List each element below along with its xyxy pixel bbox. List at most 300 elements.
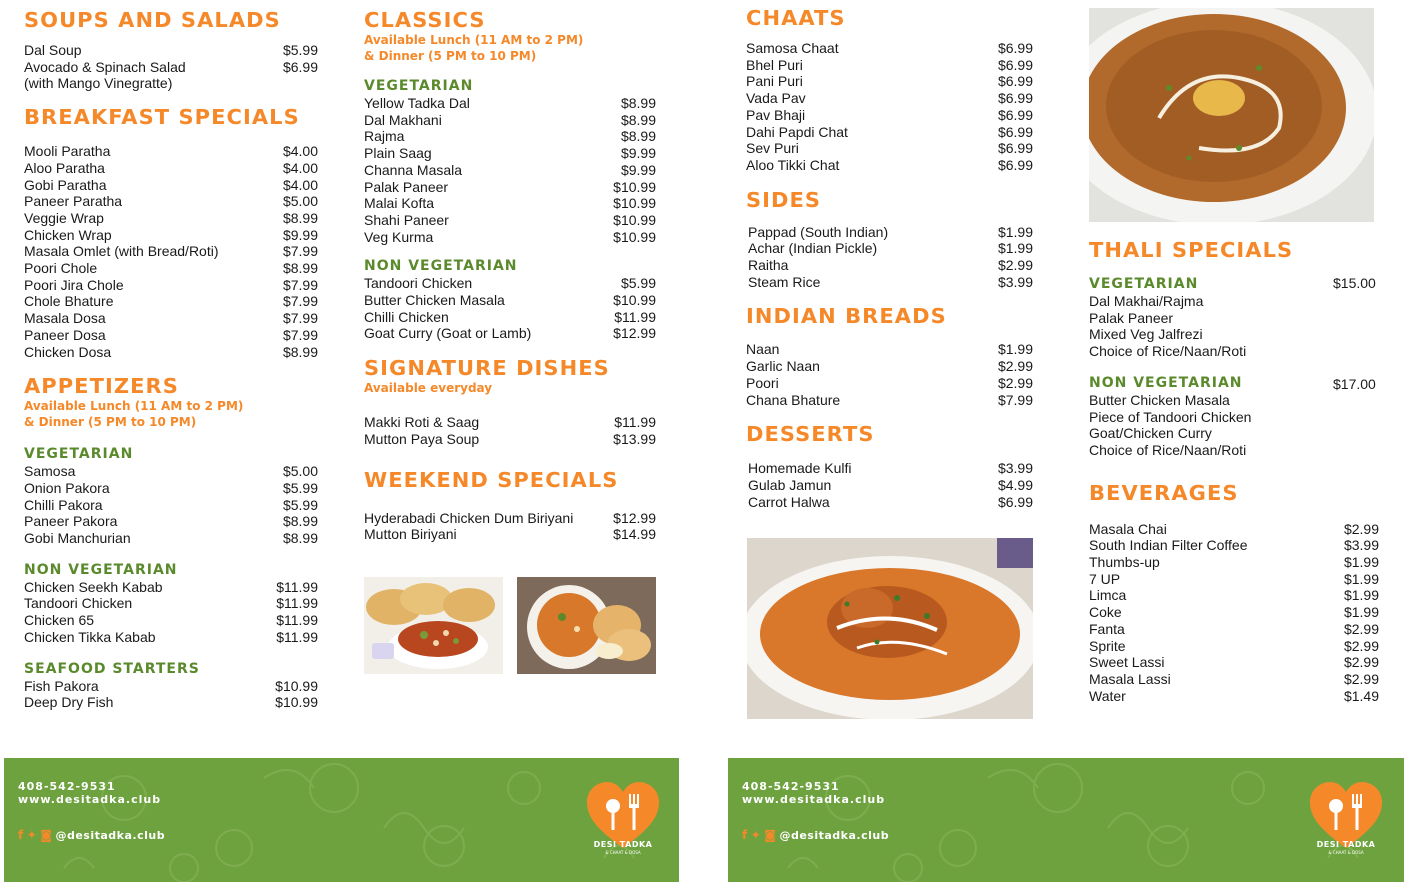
section-title-beverages: BEVERAGES [1089,480,1239,505]
phone-number[interactable]: 408-542-9531 [742,780,840,793]
instagram-icon[interactable]: ◙ [40,828,53,842]
footer-left [4,758,679,882]
menu-item-name: Homemade Kulfi [748,460,852,477]
twitter-icon[interactable]: ✦ [750,828,762,842]
menu-item-name: Carrot Halwa [748,493,830,510]
contact-info [742,780,885,806]
social-handle[interactable]: @desitadka.club [55,828,166,842]
menu-item [1089,671,1379,688]
menu-item-name: Dal Soup [24,42,82,58]
menu-item-name: Onion Pakora [24,479,110,496]
menu-item [1089,571,1379,588]
thali-veg-list [1089,293,1379,360]
menu-item-price: $1.99 [997,341,1033,358]
menu-item-name: Deep Dry Fish [24,694,114,711]
thali-item: Piece of Tandoori Chicken [1089,408,1252,425]
menu-item-price: $5.99 [282,479,318,496]
menu-item [1089,621,1379,638]
menu-item-name: Achar (Indian Pickle) [748,240,878,257]
menu-item [1089,537,1379,554]
menu-item-name: Samosa [24,463,76,480]
menu-item-price: $2.99 [1343,637,1379,654]
menu-item [748,494,1033,511]
menu-item-price: $5.99 [620,275,656,292]
menu-item-price: $4.99 [997,476,1033,493]
appetizers-availability-line-1: Available Lunch (11 AM to 2 PM) [24,399,244,414]
menu-item-price: $11.99 [276,578,318,595]
menu-item-price: $1.99 [997,223,1033,240]
dal-makhani-illustration [1089,8,1374,222]
menu-item-name: Thumbs-up [1089,554,1160,571]
thali-item: Dal Makhai/Rajma [1089,293,1204,309]
menu-item-name: Dahi Papdi Chat [746,123,848,140]
menu-item [24,463,318,480]
menu-item [24,75,318,92]
menu-item [748,257,1033,274]
menu-item-price: $5.00 [282,463,318,480]
classics-veg-list [364,95,656,245]
menu-item-price: $6.99 [997,73,1033,90]
weekend-list [364,510,656,543]
menu-item-name: Bhel Puri [746,56,803,73]
butter-chicken-photo [747,538,1033,719]
menu-item-price: $10.99 [613,292,656,309]
menu-item [24,160,318,177]
menu-item-name: Pappad (South Indian) [748,223,889,240]
menu-item-name: Chicken 65 [24,612,95,629]
section-title-sides: SIDES [746,187,822,212]
column-1 [24,8,318,711]
menu-item-price: $8.99 [282,513,318,530]
menu-item [748,460,1033,477]
menu-item-name: Mooli Paratha [24,143,111,160]
menu-item [1089,554,1379,571]
menu-item-price: $10.99 [613,195,656,212]
menu-item-price: $2.99 [997,358,1033,375]
facebook-icon[interactable]: f [742,828,748,842]
menu-item-name: Chana Bhature [746,391,841,408]
twitter-icon[interactable]: ✦ [26,828,38,842]
desserts-list [746,460,1033,510]
menu-item [24,612,318,629]
menu-item-name: Chicken Wrap [24,226,112,243]
menu-item-price: $5.00 [282,193,318,210]
thali-veg-price: $15.00 [1333,275,1376,291]
menu-item [24,694,318,711]
menu-item-price: $8.99 [282,530,318,547]
thali-veg-title: VEGETARIAN [1089,276,1199,292]
menu-item-price: $1.99 [1343,570,1379,587]
menu-item [24,629,318,646]
food-pattern-background [4,758,679,882]
menu-item [24,277,318,294]
menu-item [24,143,318,160]
menu-item-price: $6.99 [997,156,1033,173]
menu-item [1089,587,1379,604]
menu-item-price: $7.99 [282,326,318,343]
menu-item-price: $6.99 [997,56,1033,73]
menu-item-price: $1.99 [1343,587,1379,604]
soups-list [24,42,318,92]
menu-item-name: South Indian Filter Coffee [1089,537,1248,554]
appetizers-nonveg-title: NON VEGETARIAN [24,561,178,578]
website-link[interactable]: www.desitadka.club [18,793,162,806]
menu-item-price: $6.99 [997,106,1033,123]
menu-item-price: $8.99 [620,128,656,145]
desi-tadka-logo [1308,782,1384,856]
menu-item-price: $1.99 [1343,554,1379,571]
menu-item [1089,604,1379,621]
menu-item [364,145,656,162]
website-link[interactable]: www.desitadka.club [742,793,886,806]
menu-item-name: Poori Jira Chole [24,276,124,293]
menu-item-name: Chilli Pakora [24,496,103,513]
menu-item-price: $9.99 [620,161,656,178]
menu-item-price: $3.99 [997,460,1033,477]
menu-item-name: Sev Puri [746,140,799,157]
menu-item [364,112,656,129]
logo-tagline: & CHAAT & DOSA [605,850,641,855]
menu-item [24,177,318,194]
seafood-list [24,678,318,711]
menu-item-name: Poori [746,374,779,391]
beverages-list [1089,521,1379,705]
menu-item-name: Makki Roti & Saag [364,414,480,431]
menu-item [1089,654,1379,671]
classics-veg-title: VEGETARIAN [364,78,474,94]
menu-item-name: Paneer Pakora [24,513,118,530]
section-title-appetizers: APPETIZERS [24,374,179,399]
menu-item [24,595,318,612]
menu-item-price: $5.99 [282,42,318,58]
menu-item [24,310,318,327]
menu-item [364,325,656,342]
signature-availability: Available everyday [364,381,493,396]
menu-item-name: Avocado & Spinach Salad [24,58,186,75]
menu-item [748,224,1033,241]
menu-item [746,341,1033,358]
menu-item-name: Masala Omlet (with Bread/Roti) [24,243,219,260]
menu-item-name: Fish Pakora [24,677,99,694]
thali-nonveg-price: $17.00 [1333,376,1376,392]
menu-item-name: Tandoori Chicken [24,595,133,612]
instagram-icon[interactable]: ◙ [764,828,777,842]
menu-item-price: $8.99 [282,209,318,226]
footer-right [728,758,1404,882]
menu-item-name: Chicken Dosa [24,343,112,360]
classics-availability-line-1: Available Lunch (11 AM to 2 PM) [364,33,584,47]
menu-item-price: $12.99 [613,509,656,526]
section-title-soups: SOUPS AND SALADS [24,8,281,32]
menu-item-name: Masala Dosa [24,310,106,327]
menu-item-price: $2.99 [997,257,1033,274]
menu-item [748,240,1033,257]
menu-item-name: Chicken Seekh Kabab [24,578,163,595]
menu-item-price: $3.99 [1343,537,1379,554]
thali-nonveg-title: NON VEGETARIAN [1089,374,1243,391]
menu-item-name: Veggie Wrap [24,209,104,226]
menu-item-price: $11.99 [276,595,318,612]
menu-item-name: Gobi Manchurian [24,530,131,547]
menu-item-name: Sprite [1089,637,1126,654]
menu-item [1089,638,1379,655]
menu-item [746,90,1033,107]
menu-item [24,59,318,76]
menu-item-price: $10.99 [275,694,318,711]
menu-item [746,107,1033,124]
menu-item [364,195,656,212]
menu-item-price: $4.00 [282,176,318,193]
menu-item-price: $8.99 [282,260,318,277]
menu-item [364,162,656,179]
menu-item-name: Aloo Tikki Chat [746,156,840,173]
menu-item [24,678,318,695]
menu-item-name: Raitha [748,257,789,274]
phone-number[interactable]: 408-542-9531 [18,780,116,793]
menu-item [746,392,1033,409]
menu-item-price: $11.99 [614,414,656,431]
menu-item-name: Pani Puri [746,73,803,90]
menu-item [24,344,318,361]
menu-item-name: Chicken Tikka Kabab [24,628,156,645]
menu-item-price: $13.99 [613,430,656,447]
menu-item-name: Masala Chai [1089,520,1167,537]
breads-list [746,341,1033,408]
menu-item [748,477,1033,494]
thali-item: Butter Chicken Masala [1089,391,1230,408]
menu-item-name: Water [1089,687,1126,704]
menu-item [746,124,1033,141]
menu-item-price: $6.99 [997,493,1033,510]
menu-item-price: $6.99 [997,90,1033,107]
menu-item [746,73,1033,90]
menu-item-price: $2.99 [1343,520,1379,537]
poori-chole-illustration [364,577,503,674]
menu-item-price: $2.99 [1343,670,1379,687]
menu-item [364,95,656,112]
menu-item-name: Rajma [364,128,405,145]
menu-item-name: Masala Lassi [1089,670,1171,687]
menu-item [364,275,656,292]
appetizers-availability-line-2: & Dinner (5 PM to 10 PM) [24,415,197,430]
menu-item-name: Butter Chicken Masala [364,292,505,309]
social-links [18,828,165,842]
menu-item-name: Gobi Paratha [24,176,107,193]
menu-item-name: Plain Saag [364,145,432,162]
menu-item [1089,688,1379,705]
menu-item-price: $10.99 [613,178,656,195]
menu-item-price: $7.99 [282,310,318,327]
menu-item [748,274,1033,291]
thali-item: Choice of Rice/Naan/Roti [1089,441,1247,458]
menu-item-price: $1.49 [1343,687,1379,704]
menu-item-price: $7.99 [282,276,318,293]
menu-item [24,42,318,59]
menu-item-price: $8.99 [620,111,656,128]
food-pattern-background [728,758,1404,882]
seafood-title: SEAFOOD STARTERS [24,660,200,677]
signature-list [364,414,656,447]
menu-item-name: Channa Masala [364,161,463,178]
menu-item [24,513,318,530]
thali-item: Mixed Veg Jalfrezi [1089,326,1203,343]
menu-item [24,327,318,344]
menu-item [24,530,318,547]
menu-item-name: Samosa Chaat [746,40,839,56]
menu-item-name: Steam Rice [748,273,821,290]
facebook-icon[interactable]: f [18,828,24,842]
classics-availability-line-2: & Dinner (5 PM to 10 PM) [364,49,537,63]
menu-item-name: Sweet Lassi [1089,654,1165,671]
menu-item-price: $7.99 [282,243,318,260]
column-4 [1089,238,1379,704]
menu-item [364,292,656,309]
menu-item-name: Garlic Naan [746,358,820,375]
menu-item-name: Gulab Jamun [748,476,832,493]
menu-item-name: Yellow Tadka Dal [364,95,470,111]
thali-item: Palak Paneer [1089,309,1174,326]
menu-item-name: Naan [746,341,780,358]
appetizers-nonveg-list [24,579,318,646]
menu-item [24,497,318,514]
section-title-signature: SIGNATURE DISHES [364,356,610,381]
sides-list [746,224,1033,291]
menu-item-name: Paneer Dosa [24,326,106,343]
appetizers-veg-list [24,463,318,547]
menu-item-price: $12.99 [613,325,656,342]
section-title-breakfast: BREAKFAST SPECIALS [24,105,300,130]
column-2 [364,8,656,543]
section-title-classics: CLASSICS [364,8,486,32]
thali-item: Goat/Chicken Curry [1089,425,1212,442]
menu-item-price: $6.99 [282,58,318,75]
menu-item-price: $11.99 [276,612,318,629]
dal-makhani-photo [1089,8,1374,222]
menu-item-name: Goat Curry (Goat or Lamb) [364,325,532,342]
menu-item-price: $9.99 [620,145,656,162]
menu-item-name: Poori Chole [24,260,98,277]
menu-item-name: Mutton Paya Soup [364,430,480,447]
menu-item [746,40,1033,57]
section-title-weekend: WEEKEND SPECIALS [364,467,619,492]
desi-tadka-logo [585,782,661,856]
menu-item-price: $11.99 [614,308,656,325]
menu-item-price: $7.99 [282,293,318,310]
menu-item [24,227,318,244]
menu-item-price: $10.99 [275,677,318,694]
menu-item-name: Tandoori Chicken [364,275,473,292]
menu-item [364,526,656,543]
menu-item-name: Fanta [1089,620,1125,637]
menu-item-name: Aloo Paratha [24,159,105,176]
menu-item-price: $2.99 [997,374,1033,391]
breakfast-list [24,143,318,360]
menu-item-name: Paneer Paratha [24,193,123,210]
menu-item-name: Malai Kofta [364,195,435,212]
menu-item-name: Pav Bhaji [746,106,806,123]
menu-item [364,212,656,229]
section-title-chaats: CHAATS [746,6,846,30]
chaats-list [746,40,1033,174]
section-title-thali: THALI SPECIALS [1089,238,1294,262]
menu-item [746,157,1033,174]
menu-item-name: Veg Kurma [364,228,434,245]
menu-item-name: Hyderabadi Chicken Dum Biriyani [364,509,574,526]
menu-item-price: $6.99 [997,40,1033,56]
menu-item-name: (with Mango Vinegratte) [24,75,173,92]
menu-item-price: $5.99 [282,496,318,513]
menu-item-name: Vada Pav [746,90,806,107]
menu-item-price: $1.99 [1343,604,1379,621]
menu-item [24,243,318,260]
menu-item-name: Coke [1089,604,1122,621]
social-handle[interactable]: @desitadka.club [779,828,890,842]
section-title-desserts: DESSERTS [746,422,875,447]
classics-nonveg-title: NON VEGETARIAN [364,258,518,275]
menu-item-name: Chilli Chicken [364,308,449,325]
menu-item-price: $4.00 [282,159,318,176]
logo-name: DESI TADKA [593,840,653,849]
menu-item-price: $10.99 [613,228,656,245]
menu-item-name: Shahi Paneer [364,211,449,228]
menu-item [746,57,1033,74]
logo-name: DESI TADKA [1316,840,1376,849]
pav-bhaji-photo [517,577,656,674]
menu-item [364,414,656,431]
menu-item-name: Chole Bhature [24,293,114,310]
menu-item-price: $3.99 [997,273,1033,290]
menu-item-price: $6.99 [997,140,1033,157]
menu-item-price: $1.99 [997,240,1033,257]
thali-item: Choice of Rice/Naan/Roti [1089,343,1247,360]
menu-item-price: $2.99 [1343,654,1379,671]
classics-nonveg-list [364,275,656,342]
menu-item [364,309,656,326]
butter-chicken-illustration [747,538,1033,719]
menu-item [24,293,318,310]
menu-item [24,210,318,227]
menu-item-name: 7 UP [1089,570,1121,587]
menu-item-price: $14.99 [613,526,656,543]
menu-item-price: $8.99 [282,343,318,360]
menu-item-price: $8.99 [620,95,656,111]
contact-info [18,780,161,806]
menu-item-price: $9.99 [282,226,318,243]
menu-item-name: Dal Makhani [364,111,442,128]
menu-item-price: $6.99 [997,123,1033,140]
menu-item-price: $11.99 [276,628,318,645]
menu-item [746,140,1033,157]
column-3 [746,6,1033,510]
menu-item [746,358,1033,375]
social-links [742,828,889,842]
logo-tagline: & CHAAT & DOSA [1328,850,1364,855]
menu-item [24,579,318,596]
menu-item [1089,521,1379,538]
menu-item [364,229,656,246]
menu-item [364,431,656,448]
menu-item-price: $4.00 [282,143,318,160]
appetizers-veg-title: VEGETARIAN [24,446,134,463]
menu-item [24,480,318,497]
menu-item-name: Palak Paneer [364,178,449,195]
menu-item-price: $2.99 [1343,620,1379,637]
menu-item [364,179,656,196]
menu-item-price: $10.99 [613,211,656,228]
menu-item-name: Limca [1089,587,1127,604]
pav-bhaji-illustration [517,577,656,674]
menu-item [364,128,656,145]
